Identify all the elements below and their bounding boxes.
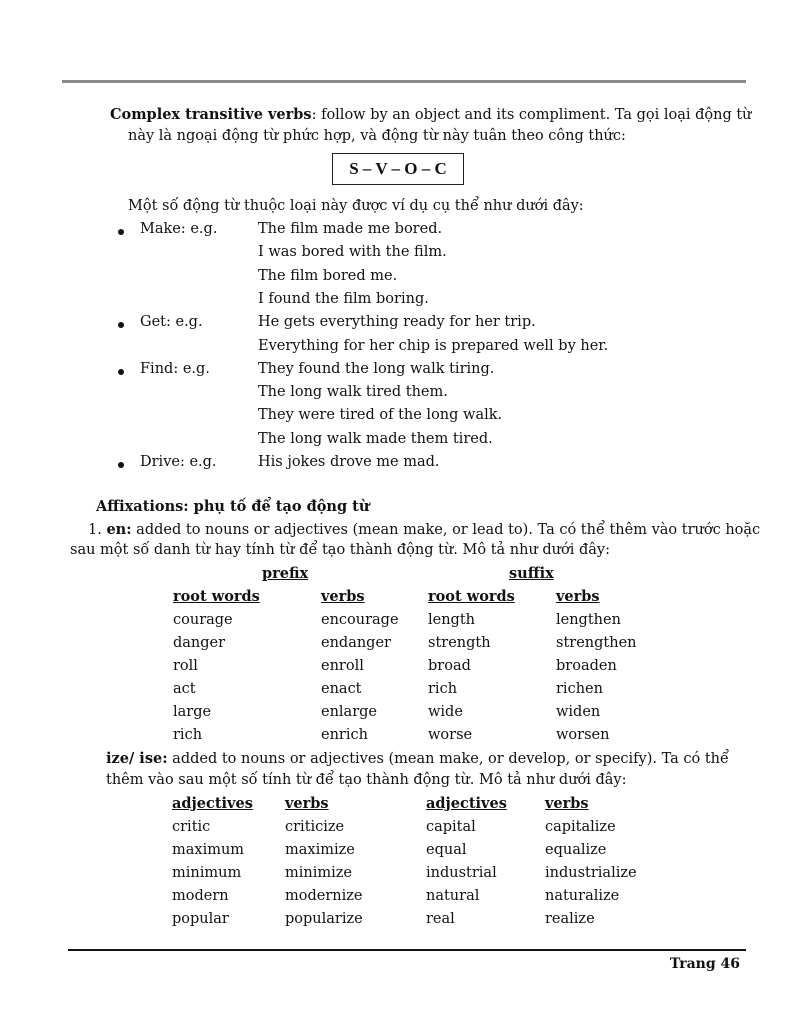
en-desc-line-1: 1. en: added to nouns or adjectives (mean make, or lead to). Ta có thể thêm vào trước hoặc [88, 521, 761, 538]
example-sentence: I was bored with the film. [258, 244, 447, 261]
bullet-icon [118, 322, 124, 328]
table-cell: act [173, 681, 196, 697]
header-rule [62, 80, 746, 83]
table-cell: richen [556, 681, 603, 697]
example-verb: Get: e.g. [140, 314, 203, 331]
table-cell: enrich [321, 727, 368, 743]
example-sentence: The film bored me. [258, 267, 398, 284]
table-cell: enroll [321, 658, 364, 674]
table-cell: wide [428, 704, 463, 720]
en-desc-line-2: sau một số danh từ hay tính từ để tạo thành động từ. Mô tả như dưới đây: [70, 542, 611, 558]
table-cell: popularize [285, 911, 363, 927]
table-cell: equal [426, 842, 467, 858]
ize-desc-line-2: thêm vào sau một số tính từ để tạo thành động từ. Mô tả như dưới đây: [106, 772, 627, 788]
example-verb: Find: e.g. [140, 360, 210, 377]
table-cell: real [426, 911, 455, 927]
example-sentence: The long walk made them tired. [258, 430, 493, 447]
table-cell: natural [426, 888, 480, 904]
intro-line-1: Complex transitive verbs: follow by an object and its compliment. Ta gọi loại động từ [110, 106, 752, 123]
bullet-icon [118, 462, 124, 468]
table-cell: roll [173, 658, 198, 674]
table-cell: capital [426, 819, 476, 835]
table-cell: criticize [285, 819, 345, 835]
table-cell: broaden [556, 658, 617, 674]
intro-line-2: này là ngoại động từ phức hợp, và động từ này tuân theo công thức: [128, 128, 626, 144]
example-sentence: They found the long walk tiring. [258, 360, 495, 377]
table-cell: courage [173, 612, 233, 628]
table-cell: maximize [285, 842, 355, 858]
table-cell: rich [173, 727, 203, 743]
table-cell: industrialize [545, 865, 637, 881]
prefix-label: prefix [262, 565, 309, 582]
table-cell: endanger [321, 635, 391, 651]
example-sentence: His jokes drove me mad. [258, 454, 440, 470]
example-sentence: They were tired of the long walk. [258, 407, 503, 424]
table-cell: large [173, 704, 212, 720]
table-cell: strengthen [556, 635, 637, 651]
table-cell: worsen [556, 727, 610, 743]
section-title: Complex transitive verbs [110, 106, 312, 123]
table-cell: modern [172, 888, 229, 904]
table-header: adjectives [172, 795, 253, 812]
table-cell: broad [428, 658, 471, 674]
example-sentence: I found the film boring. [258, 290, 429, 307]
table-cell: equalize [545, 842, 607, 858]
suffix-label: suffix [509, 565, 554, 582]
example-sentence: The long walk tired them. [258, 384, 448, 401]
table-cell: length [428, 612, 476, 628]
table-cell: naturalize [545, 888, 620, 904]
ize-desc-line-1: ize/ ise: added to nouns or adjectives (mean make, or develop, or specify). Ta có thể [106, 750, 729, 767]
bullet-icon [118, 369, 124, 375]
table-cell: popular [172, 911, 229, 927]
table-cell: minimum [172, 865, 242, 881]
example-sentence: Everything for her chip is prepared well by her. [258, 337, 609, 354]
affix-heading: Affixations: phụ tố để tạo động từ [96, 498, 370, 515]
table-cell: widen [556, 704, 601, 720]
examples-intro: Một số động từ thuộc loại này được ví dụ cụ thể như dưới đây: [128, 198, 584, 214]
table-header: root words [428, 588, 515, 605]
table-cell: rich [428, 681, 458, 697]
table-cell: danger [173, 635, 226, 651]
table-header: verbs [285, 795, 329, 812]
table-cell: encourage [321, 612, 399, 628]
example-sentence: The film made me bored. [258, 221, 443, 237]
table-cell: modernize [285, 888, 363, 904]
table-header: verbs [545, 795, 589, 812]
table-cell: industrial [426, 865, 497, 881]
example-verb: Make: e.g. [140, 221, 218, 237]
table-cell: strength [428, 635, 491, 651]
table-header: verbs [556, 588, 600, 605]
formula-box: S – V – O – C [332, 153, 464, 185]
table-cell: realize [545, 911, 595, 927]
table-cell: minimize [285, 865, 352, 881]
bullet-icon [118, 229, 124, 235]
table-header: root words [173, 588, 260, 605]
table-header: verbs [321, 588, 365, 605]
table-cell: lengthen [556, 612, 621, 628]
table-cell: critic [172, 819, 211, 835]
table-header: adjectives [426, 795, 507, 812]
table-cell: enlarge [321, 704, 377, 720]
table-cell: capitalize [545, 819, 616, 835]
example-verb: Drive: e.g. [140, 454, 217, 470]
table-cell: enact [321, 681, 362, 697]
footer-rule [68, 949, 746, 951]
page-number: Trang 46 [669, 956, 740, 972]
table-cell: maximum [172, 842, 245, 858]
table-cell: worse [428, 727, 473, 743]
example-sentence: He gets everything ready for her trip. [258, 314, 536, 331]
